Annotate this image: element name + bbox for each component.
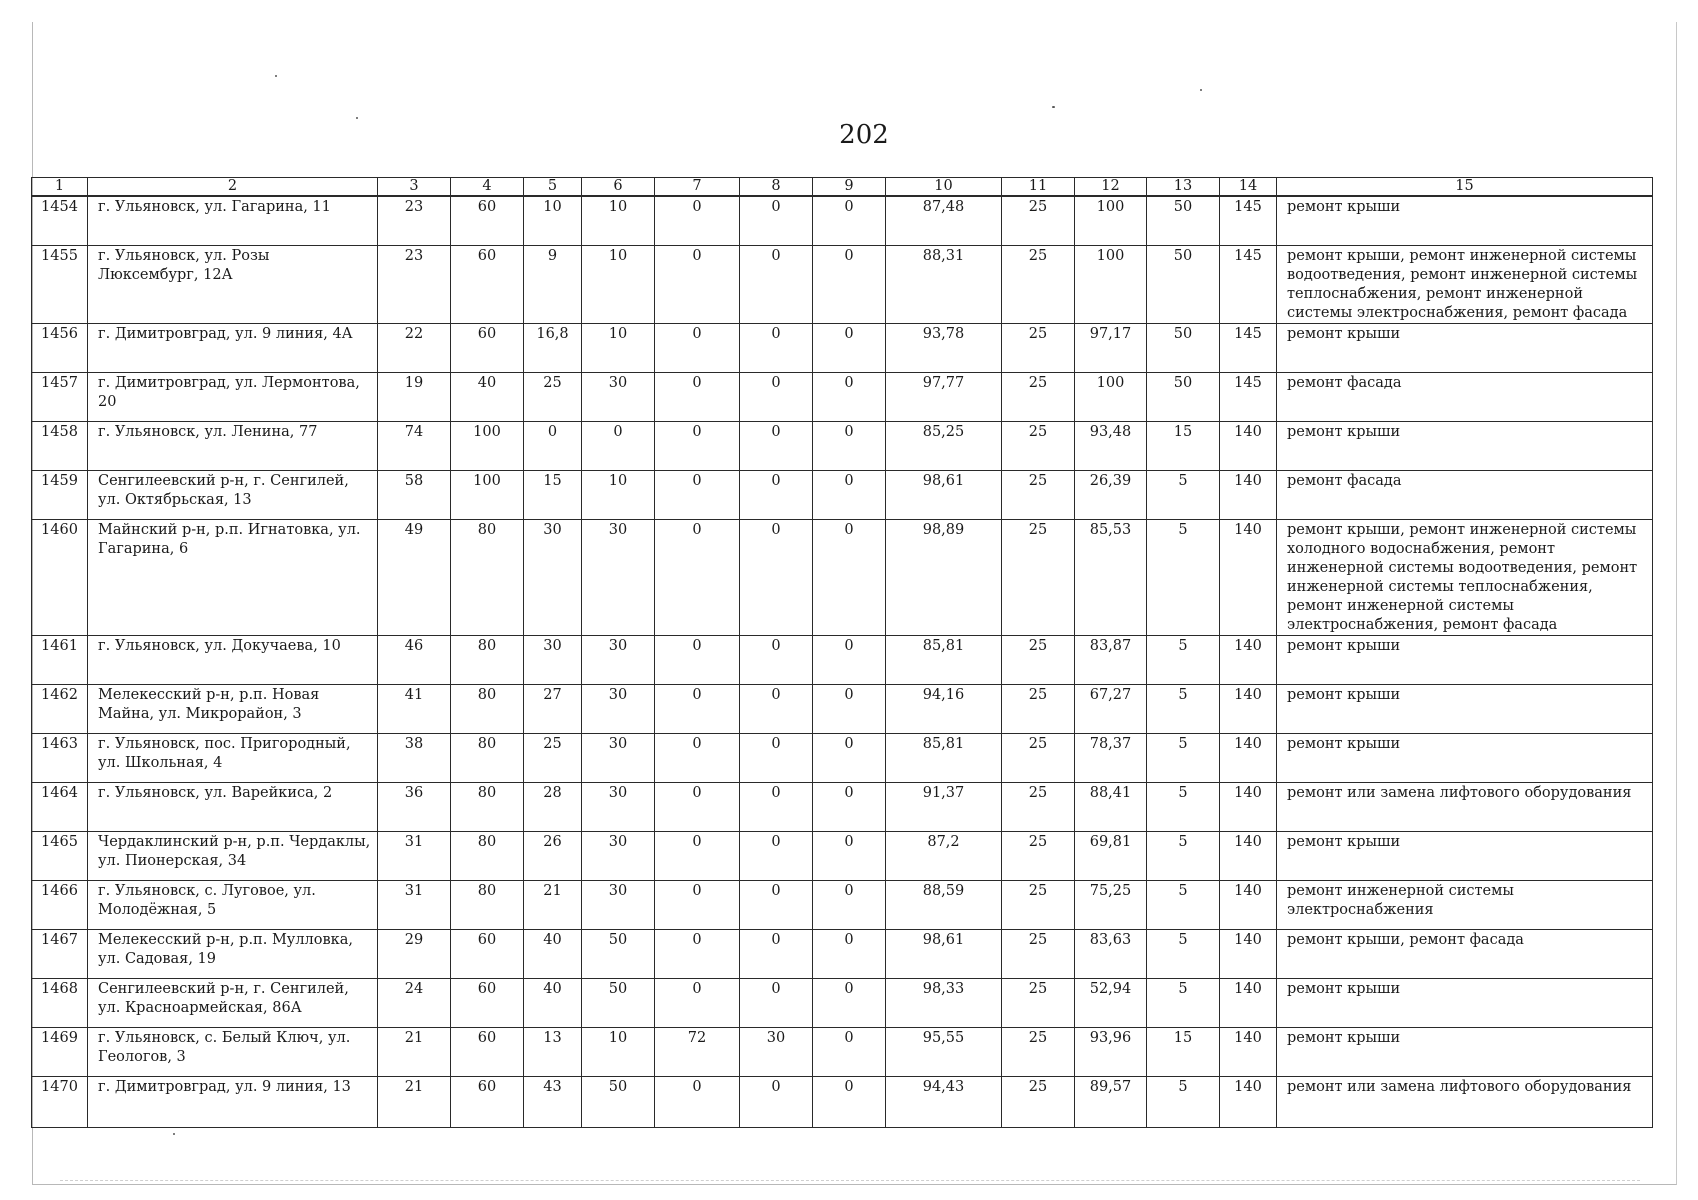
value-cell: 87,48 bbox=[886, 196, 1002, 245]
value-cell: 15 bbox=[1147, 421, 1220, 470]
value-cell: 0 bbox=[740, 470, 813, 519]
value-cell: 5 bbox=[1147, 782, 1220, 831]
row-number-cell: 1466 bbox=[32, 880, 88, 929]
value-cell: 97,77 bbox=[886, 372, 1002, 421]
value-cell: 80 bbox=[451, 733, 524, 782]
value-cell: 10 bbox=[582, 245, 655, 323]
table-row bbox=[32, 470, 1653, 519]
table-row bbox=[32, 635, 1653, 684]
value-cell: 0 bbox=[740, 323, 813, 372]
value-cell: 0 bbox=[655, 1076, 740, 1127]
value-cell: 93,48 bbox=[1075, 421, 1147, 470]
value-cell: 80 bbox=[451, 684, 524, 733]
column-header: 8 bbox=[740, 178, 813, 197]
value-cell: 98,61 bbox=[886, 470, 1002, 519]
value-cell: 10 bbox=[582, 1027, 655, 1076]
address-cell: Мелекесский р-н, р.п. Новая Майна, ул. Микрорайон, 3 bbox=[88, 684, 378, 733]
works-cell: ремонт крыши bbox=[1277, 635, 1653, 684]
value-cell: 25 bbox=[1002, 733, 1075, 782]
column-header: 4 bbox=[451, 178, 524, 197]
value-cell: 140 bbox=[1220, 880, 1277, 929]
address-cell: Мелекесский р-н, р.п. Мулловка, ул. Садовая, 19 bbox=[88, 929, 378, 978]
works-cell: ремонт крыши, ремонт фасада bbox=[1277, 929, 1653, 978]
value-cell: 85,81 bbox=[886, 635, 1002, 684]
row-number-cell: 1455 bbox=[32, 245, 88, 323]
value-cell: 25 bbox=[1002, 470, 1075, 519]
value-cell: 0 bbox=[740, 831, 813, 880]
value-cell: 25 bbox=[1002, 196, 1075, 245]
value-cell: 25 bbox=[1002, 323, 1075, 372]
column-header: 1 bbox=[32, 178, 88, 197]
value-cell: 50 bbox=[1147, 245, 1220, 323]
value-cell: 100 bbox=[451, 421, 524, 470]
value-cell: 30 bbox=[582, 831, 655, 880]
value-cell: 0 bbox=[813, 470, 886, 519]
value-cell: 83,87 bbox=[1075, 635, 1147, 684]
value-cell: 0 bbox=[813, 1076, 886, 1127]
value-cell: 0 bbox=[813, 733, 886, 782]
value-cell: 41 bbox=[378, 684, 451, 733]
address-cell: Сенгилеевский р-н, г. Сенгилей, ул. Октябрьская, 13 bbox=[88, 470, 378, 519]
value-cell: 50 bbox=[582, 929, 655, 978]
value-cell: 67,27 bbox=[1075, 684, 1147, 733]
value-cell: 98,33 bbox=[886, 978, 1002, 1027]
address-cell: г. Димитровград, ул. 9 линия, 13 bbox=[88, 1076, 378, 1127]
value-cell: 83,63 bbox=[1075, 929, 1147, 978]
value-cell: 0 bbox=[813, 323, 886, 372]
value-cell: 25 bbox=[1002, 978, 1075, 1027]
value-cell: 0 bbox=[582, 421, 655, 470]
value-cell: 85,53 bbox=[1075, 519, 1147, 635]
value-cell: 22 bbox=[378, 323, 451, 372]
value-cell: 0 bbox=[813, 1027, 886, 1076]
value-cell: 25 bbox=[1002, 880, 1075, 929]
works-cell: ремонт крыши bbox=[1277, 421, 1653, 470]
value-cell: 26,39 bbox=[1075, 470, 1147, 519]
table-row bbox=[32, 733, 1653, 782]
value-cell: 80 bbox=[451, 635, 524, 684]
value-cell: 36 bbox=[378, 782, 451, 831]
value-cell: 0 bbox=[740, 1076, 813, 1127]
value-cell: 43 bbox=[524, 1076, 582, 1127]
scan-speck bbox=[1052, 106, 1055, 108]
value-cell: 0 bbox=[740, 978, 813, 1027]
value-cell: 21 bbox=[378, 1076, 451, 1127]
table-row bbox=[32, 372, 1653, 421]
value-cell: 15 bbox=[524, 470, 582, 519]
value-cell: 25 bbox=[1002, 245, 1075, 323]
value-cell: 94,43 bbox=[886, 1076, 1002, 1127]
value-cell: 140 bbox=[1220, 978, 1277, 1027]
value-cell: 0 bbox=[655, 733, 740, 782]
value-cell: 93,96 bbox=[1075, 1027, 1147, 1076]
value-cell: 145 bbox=[1220, 372, 1277, 421]
value-cell: 72 bbox=[655, 1027, 740, 1076]
value-cell: 0 bbox=[655, 470, 740, 519]
value-cell: 16,8 bbox=[524, 323, 582, 372]
value-cell: 25 bbox=[1002, 684, 1075, 733]
address-cell: г. Ульяновск, с. Луговое, ул. Молодёжная, 5 bbox=[88, 880, 378, 929]
column-header: 12 bbox=[1075, 178, 1147, 197]
row-number-cell: 1454 bbox=[32, 196, 88, 245]
value-cell: 0 bbox=[813, 782, 886, 831]
value-cell: 25 bbox=[1002, 1076, 1075, 1127]
value-cell: 145 bbox=[1220, 245, 1277, 323]
value-cell: 5 bbox=[1147, 733, 1220, 782]
table-row bbox=[32, 782, 1653, 831]
works-cell: ремонт крыши, ремонт инженерной системы водоотведения, ремонт инженерной системы теплоснабжения, ремонт инженерной системы электроснабжения, ремонт фасада bbox=[1277, 245, 1653, 323]
value-cell: 60 bbox=[451, 929, 524, 978]
value-cell: 0 bbox=[655, 519, 740, 635]
value-cell: 10 bbox=[582, 323, 655, 372]
value-cell: 21 bbox=[378, 1027, 451, 1076]
value-cell: 50 bbox=[1147, 372, 1220, 421]
scan-speck bbox=[1200, 89, 1202, 91]
value-cell: 50 bbox=[582, 1076, 655, 1127]
table-row bbox=[32, 831, 1653, 880]
table-row bbox=[32, 1076, 1653, 1127]
value-cell: 24 bbox=[378, 978, 451, 1027]
works-cell: ремонт крыши bbox=[1277, 831, 1653, 880]
value-cell: 80 bbox=[451, 831, 524, 880]
value-cell: 0 bbox=[813, 421, 886, 470]
value-cell: 23 bbox=[378, 196, 451, 245]
value-cell: 95,55 bbox=[886, 1027, 1002, 1076]
value-cell: 0 bbox=[655, 880, 740, 929]
works-cell: ремонт крыши bbox=[1277, 196, 1653, 245]
value-cell: 0 bbox=[655, 831, 740, 880]
value-cell: 25 bbox=[1002, 635, 1075, 684]
value-cell: 25 bbox=[1002, 1027, 1075, 1076]
value-cell: 0 bbox=[740, 421, 813, 470]
value-cell: 40 bbox=[451, 372, 524, 421]
column-header: 13 bbox=[1147, 178, 1220, 197]
value-cell: 26 bbox=[524, 831, 582, 880]
data-table bbox=[31, 177, 1653, 1128]
value-cell: 50 bbox=[1147, 323, 1220, 372]
header-row bbox=[32, 178, 1653, 197]
row-number-cell: 1460 bbox=[32, 519, 88, 635]
value-cell: 140 bbox=[1220, 470, 1277, 519]
column-header: 3 bbox=[378, 178, 451, 197]
table-row bbox=[32, 880, 1653, 929]
value-cell: 0 bbox=[524, 421, 582, 470]
value-cell: 50 bbox=[1147, 196, 1220, 245]
value-cell: 0 bbox=[655, 245, 740, 323]
value-cell: 5 bbox=[1147, 880, 1220, 929]
value-cell: 5 bbox=[1147, 635, 1220, 684]
value-cell: 23 bbox=[378, 245, 451, 323]
value-cell: 31 bbox=[378, 831, 451, 880]
value-cell: 0 bbox=[740, 196, 813, 245]
value-cell: 5 bbox=[1147, 470, 1220, 519]
value-cell: 40 bbox=[524, 929, 582, 978]
value-cell: 30 bbox=[524, 635, 582, 684]
value-cell: 145 bbox=[1220, 323, 1277, 372]
value-cell: 60 bbox=[451, 1076, 524, 1127]
column-header: 2 bbox=[88, 178, 378, 197]
table-body bbox=[32, 196, 1653, 1127]
address-cell: г. Ульяновск, ул. Ленина, 77 bbox=[88, 421, 378, 470]
value-cell: 88,59 bbox=[886, 880, 1002, 929]
value-cell: 0 bbox=[655, 635, 740, 684]
row-number-cell: 1470 bbox=[32, 1076, 88, 1127]
column-header: 15 bbox=[1277, 178, 1653, 197]
value-cell: 97,17 bbox=[1075, 323, 1147, 372]
value-cell: 91,37 bbox=[886, 782, 1002, 831]
column-header: 14 bbox=[1220, 178, 1277, 197]
value-cell: 0 bbox=[655, 978, 740, 1027]
value-cell: 21 bbox=[524, 880, 582, 929]
value-cell: 25 bbox=[524, 733, 582, 782]
value-cell: 60 bbox=[451, 978, 524, 1027]
value-cell: 0 bbox=[740, 929, 813, 978]
value-cell: 5 bbox=[1147, 1076, 1220, 1127]
value-cell: 0 bbox=[740, 245, 813, 323]
value-cell: 0 bbox=[813, 929, 886, 978]
value-cell: 85,25 bbox=[886, 421, 1002, 470]
value-cell: 31 bbox=[378, 880, 451, 929]
value-cell: 5 bbox=[1147, 929, 1220, 978]
scan-speck bbox=[356, 117, 358, 119]
value-cell: 28 bbox=[524, 782, 582, 831]
row-number-cell: 1467 bbox=[32, 929, 88, 978]
value-cell: 25 bbox=[1002, 372, 1075, 421]
value-cell: 25 bbox=[1002, 519, 1075, 635]
row-number-cell: 1464 bbox=[32, 782, 88, 831]
value-cell: 30 bbox=[582, 372, 655, 421]
value-cell: 75,25 bbox=[1075, 880, 1147, 929]
value-cell: 74 bbox=[378, 421, 451, 470]
value-cell: 93,78 bbox=[886, 323, 1002, 372]
value-cell: 58 bbox=[378, 470, 451, 519]
value-cell: 140 bbox=[1220, 421, 1277, 470]
works-cell: ремонт крыши bbox=[1277, 978, 1653, 1027]
address-cell: г. Ульяновск, с. Белый Ключ, ул. Геологов, 3 bbox=[88, 1027, 378, 1076]
value-cell: 0 bbox=[813, 831, 886, 880]
page-number: 202 bbox=[839, 120, 889, 150]
value-cell: 85,81 bbox=[886, 733, 1002, 782]
value-cell: 30 bbox=[524, 519, 582, 635]
scan-speck bbox=[275, 75, 277, 77]
value-cell: 25 bbox=[1002, 929, 1075, 978]
value-cell: 0 bbox=[813, 880, 886, 929]
value-cell: 100 bbox=[1075, 372, 1147, 421]
works-cell: ремонт или замена лифтового оборудования bbox=[1277, 782, 1653, 831]
value-cell: 140 bbox=[1220, 831, 1277, 880]
table-row bbox=[32, 421, 1653, 470]
value-cell: 29 bbox=[378, 929, 451, 978]
value-cell: 0 bbox=[813, 978, 886, 1027]
value-cell: 10 bbox=[524, 196, 582, 245]
value-cell: 0 bbox=[655, 782, 740, 831]
address-cell: г. Ульяновск, ул. Гагарина, 11 bbox=[88, 196, 378, 245]
value-cell: 60 bbox=[451, 245, 524, 323]
value-cell: 140 bbox=[1220, 733, 1277, 782]
value-cell: 30 bbox=[582, 880, 655, 929]
value-cell: 78,37 bbox=[1075, 733, 1147, 782]
column-header: 5 bbox=[524, 178, 582, 197]
value-cell: 5 bbox=[1147, 684, 1220, 733]
value-cell: 25 bbox=[1002, 831, 1075, 880]
value-cell: 9 bbox=[524, 245, 582, 323]
value-cell: 0 bbox=[740, 733, 813, 782]
value-cell: 87,2 bbox=[886, 831, 1002, 880]
row-number-cell: 1461 bbox=[32, 635, 88, 684]
value-cell: 30 bbox=[582, 733, 655, 782]
works-cell: ремонт крыши bbox=[1277, 733, 1653, 782]
works-cell: ремонт крыши, ремонт инженерной системы холодного водоснабжения, ремонт инженерной системы водоотведения, ремонт инженерной системы теплоснабжения, ремонт инженерной системы электроснабжения, ремонт фасада bbox=[1277, 519, 1653, 635]
value-cell: 88,31 bbox=[886, 245, 1002, 323]
table-row bbox=[32, 684, 1653, 733]
value-cell: 0 bbox=[740, 519, 813, 635]
value-cell: 38 bbox=[378, 733, 451, 782]
value-cell: 46 bbox=[378, 635, 451, 684]
address-cell: Майнский р-н, р.п. Игнатовка, ул. Гагарина, 6 bbox=[88, 519, 378, 635]
table-row bbox=[32, 196, 1653, 245]
column-header: 10 bbox=[886, 178, 1002, 197]
value-cell: 0 bbox=[655, 323, 740, 372]
value-cell: 60 bbox=[451, 323, 524, 372]
table-row bbox=[32, 245, 1653, 323]
column-header: 6 bbox=[582, 178, 655, 197]
value-cell: 0 bbox=[813, 196, 886, 245]
value-cell: 98,61 bbox=[886, 929, 1002, 978]
value-cell: 0 bbox=[740, 782, 813, 831]
value-cell: 0 bbox=[813, 372, 886, 421]
value-cell: 100 bbox=[451, 470, 524, 519]
value-cell: 50 bbox=[582, 978, 655, 1027]
works-cell: ремонт фасада bbox=[1277, 470, 1653, 519]
value-cell: 40 bbox=[524, 978, 582, 1027]
row-number-cell: 1462 bbox=[32, 684, 88, 733]
address-cell: г. Ульяновск, ул. Варейкиса, 2 bbox=[88, 782, 378, 831]
value-cell: 10 bbox=[582, 196, 655, 245]
value-cell: 140 bbox=[1220, 929, 1277, 978]
value-cell: 30 bbox=[582, 519, 655, 635]
value-cell: 98,89 bbox=[886, 519, 1002, 635]
value-cell: 5 bbox=[1147, 519, 1220, 635]
value-cell: 49 bbox=[378, 519, 451, 635]
value-cell: 0 bbox=[813, 635, 886, 684]
value-cell: 94,16 bbox=[886, 684, 1002, 733]
address-cell: Сенгилеевский р-н, г. Сенгилей, ул. Красноармейская, 86А bbox=[88, 978, 378, 1027]
value-cell: 25 bbox=[1002, 782, 1075, 831]
value-cell: 80 bbox=[451, 782, 524, 831]
address-cell: г. Димитровград, ул. 9 линия, 4А bbox=[88, 323, 378, 372]
value-cell: 140 bbox=[1220, 1027, 1277, 1076]
value-cell: 52,94 bbox=[1075, 978, 1147, 1027]
value-cell: 0 bbox=[740, 880, 813, 929]
address-cell: г. Ульяновск, ул. Докучаева, 10 bbox=[88, 635, 378, 684]
value-cell: 60 bbox=[451, 196, 524, 245]
value-cell: 19 bbox=[378, 372, 451, 421]
value-cell: 145 bbox=[1220, 196, 1277, 245]
column-header: 9 bbox=[813, 178, 886, 197]
value-cell: 0 bbox=[740, 684, 813, 733]
value-cell: 140 bbox=[1220, 782, 1277, 831]
value-cell: 30 bbox=[582, 782, 655, 831]
works-cell: ремонт или замена лифтового оборудования bbox=[1277, 1076, 1653, 1127]
table-row bbox=[32, 978, 1653, 1027]
value-cell: 0 bbox=[740, 372, 813, 421]
value-cell: 140 bbox=[1220, 635, 1277, 684]
row-number-cell: 1469 bbox=[32, 1027, 88, 1076]
value-cell: 15 bbox=[1147, 1027, 1220, 1076]
value-cell: 0 bbox=[655, 196, 740, 245]
row-number-cell: 1459 bbox=[32, 470, 88, 519]
row-number-cell: 1458 bbox=[32, 421, 88, 470]
works-cell: ремонт крыши bbox=[1277, 684, 1653, 733]
value-cell: 88,41 bbox=[1075, 782, 1147, 831]
address-cell: г. Ульяновск, ул. Розы Люксембург, 12А bbox=[88, 245, 378, 323]
column-header: 11 bbox=[1002, 178, 1075, 197]
value-cell: 0 bbox=[813, 245, 886, 323]
row-number-cell: 1457 bbox=[32, 372, 88, 421]
value-cell: 10 bbox=[582, 470, 655, 519]
table-row bbox=[32, 519, 1653, 635]
value-cell: 0 bbox=[655, 684, 740, 733]
table-row bbox=[32, 323, 1653, 372]
value-cell: 30 bbox=[582, 635, 655, 684]
value-cell: 25 bbox=[524, 372, 582, 421]
value-cell: 0 bbox=[655, 372, 740, 421]
value-cell: 140 bbox=[1220, 684, 1277, 733]
value-cell: 25 bbox=[1002, 421, 1075, 470]
works-cell: ремонт фасада bbox=[1277, 372, 1653, 421]
row-number-cell: 1465 bbox=[32, 831, 88, 880]
value-cell: 5 bbox=[1147, 978, 1220, 1027]
value-cell: 89,57 bbox=[1075, 1076, 1147, 1127]
value-cell: 0 bbox=[655, 421, 740, 470]
column-header: 7 bbox=[655, 178, 740, 197]
value-cell: 0 bbox=[813, 684, 886, 733]
value-cell: 69,81 bbox=[1075, 831, 1147, 880]
works-cell: ремонт инженерной системы электроснабжения bbox=[1277, 880, 1653, 929]
works-cell: ремонт крыши bbox=[1277, 1027, 1653, 1076]
works-cell: ремонт крыши bbox=[1277, 323, 1653, 372]
address-cell: Чердаклинский р-н, р.п. Чердаклы, ул. Пионерская, 34 bbox=[88, 831, 378, 880]
value-cell: 140 bbox=[1220, 1076, 1277, 1127]
value-cell: 80 bbox=[451, 880, 524, 929]
row-number-cell: 1468 bbox=[32, 978, 88, 1027]
value-cell: 27 bbox=[524, 684, 582, 733]
value-cell: 30 bbox=[740, 1027, 813, 1076]
scan-speck bbox=[173, 1133, 175, 1135]
value-cell: 60 bbox=[451, 1027, 524, 1076]
value-cell: 13 bbox=[524, 1027, 582, 1076]
value-cell: 30 bbox=[582, 684, 655, 733]
value-cell: 140 bbox=[1220, 519, 1277, 635]
value-cell: 0 bbox=[740, 635, 813, 684]
value-cell: 100 bbox=[1075, 245, 1147, 323]
row-number-cell: 1456 bbox=[32, 323, 88, 372]
value-cell: 100 bbox=[1075, 196, 1147, 245]
table-row bbox=[32, 929, 1653, 978]
value-cell: 80 bbox=[451, 519, 524, 635]
value-cell: 5 bbox=[1147, 831, 1220, 880]
address-cell: г. Ульяновск, пос. Пригородный, ул. Школьная, 4 bbox=[88, 733, 378, 782]
address-cell: г. Димитровград, ул. Лермонтова, 20 bbox=[88, 372, 378, 421]
value-cell: 0 bbox=[813, 519, 886, 635]
row-number-cell: 1463 bbox=[32, 733, 88, 782]
table-row bbox=[32, 1027, 1653, 1076]
scan-edge bbox=[60, 1180, 1640, 1182]
value-cell: 0 bbox=[655, 929, 740, 978]
